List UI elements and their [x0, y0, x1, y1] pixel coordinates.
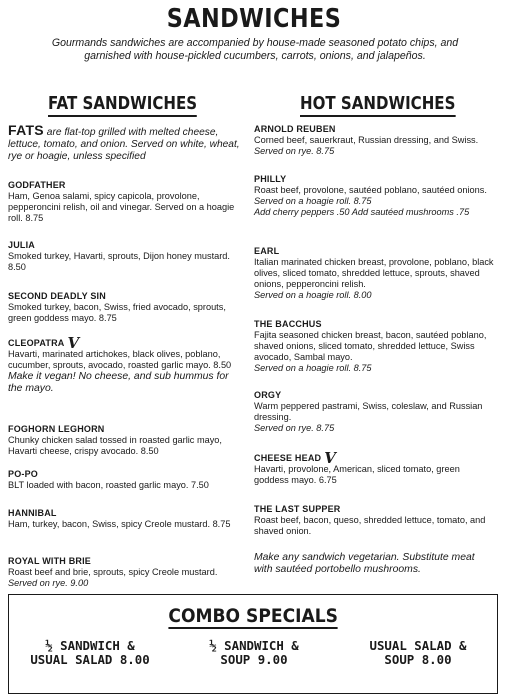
item-name: SECOND DEADLY SIN	[8, 291, 106, 301]
item-description: Chunky chicken salad tossed in roasted garlic mayo, Havarti cheese, crispy avocado. 8.50	[8, 435, 222, 456]
item-description: Corned beef, sauerkraut, Russian dressing, and Swiss.	[254, 135, 479, 145]
item-serving: Served on rye. 9.00	[8, 578, 89, 588]
combo-line-2: SOUP 9.00	[220, 652, 288, 667]
item-name: FOGHORN LEGHORN	[8, 424, 105, 434]
item-serving: Served on a hoagie roll. 8.75	[254, 196, 372, 206]
vegetarian-substitution-note: Make any sandwich vegetarian. Substitute meat with sautéed portobello mushrooms.	[254, 552, 475, 575]
combo-line-1: USUAL SALAD &	[369, 638, 467, 653]
item-description: Ham, Genoa salami, spicy capicola, provolone, pepperoncini relish, oil and vinegar. Served on a hoagie roll. 8.75	[8, 191, 235, 223]
menu-item-po-po	[8, 469, 240, 491]
item-serving: Served on rye. 8.75	[254, 423, 335, 433]
fat-heading-text: FAT SANDWICHES	[48, 94, 198, 114]
menu-item-philly	[254, 174, 494, 218]
item-name: CHEESE HEAD	[254, 453, 322, 463]
item-description: Roast beef, provolone, sautéed poblano, sautéed onions.	[254, 185, 487, 195]
combo-heading-text: COMBO SPECIALS	[168, 605, 338, 627]
hot-sandwiches-heading	[300, 94, 455, 117]
item-name: PO-PO	[8, 469, 39, 479]
combo-line-2: SOUP 8.00	[384, 652, 452, 667]
menu-item-arnold-reuben	[254, 124, 494, 157]
menu-item-the-bacchus	[254, 319, 494, 374]
intro-text: Gourmands sandwiches are accompanied by house-made seasoned potato chips, and garnished with house-pickled cucumbers, carrots, onions, and jalapeños.	[51, 37, 459, 62]
menu-item-godfather	[8, 180, 240, 224]
item-description: Italian marinated chicken breast, provolone, poblano, black olives, sliced tomato, shredded lettuce, sprouts, shaved onions, pepperoncini relish.	[254, 257, 494, 289]
item-description: Smoked turkey, bacon, Swiss, fried avocado, sprouts, green goddess mayo. 8.75	[8, 302, 226, 323]
item-description: Fajita seasoned chicken breast, bacon, sautéed poblano, shaved onions, sliced tomato, shredded lettuce, Swiss avocado, Sambal mayo.	[254, 330, 487, 362]
item-name: CLEOPATRA	[8, 338, 65, 348]
combo-specials-heading	[9, 605, 497, 629]
item-name: HANNIBAL	[8, 508, 57, 518]
combo-line-1: ½ SANDWICH &	[209, 638, 299, 653]
item-name: JULIA	[8, 240, 36, 250]
item-name: GODFATHER	[8, 180, 66, 190]
page-title: SANDWICHES	[166, 4, 342, 34]
item-name: EARL	[254, 246, 280, 256]
item-serving: Served on rye. 8.75	[254, 146, 335, 156]
combo-line-1: ½ SANDWICH &	[45, 638, 135, 653]
fat-heading-underline	[48, 115, 197, 117]
item-name: ROYAL WITH BRIE	[8, 556, 92, 566]
item-name: THE LAST SUPPER	[254, 504, 341, 514]
fats-lead-word: FATS	[8, 122, 44, 138]
menu-item-the-last-supper	[254, 504, 494, 537]
item-add-ons: Add cherry peppers .50 Add sautéed mushrooms .75	[254, 207, 470, 217]
menu-item-cheese-head	[254, 449, 494, 486]
fats-lead-text: are flat-top grilled with melted cheese, lettuce, tomato, and onion. Served on white, wheat, rye or hoagie, unless specified	[8, 127, 240, 162]
item-name: ORGY	[254, 390, 282, 400]
item-serving: Served on a hoagie roll. 8.75	[254, 363, 372, 373]
item-description: Roast beef and brie, sprouts, spicy Creole mustard.	[8, 567, 218, 577]
item-name-row	[8, 334, 240, 352]
hot-heading-underline	[300, 115, 455, 117]
combo-specials-box	[8, 594, 498, 694]
menu-item-foghorn-leghorn	[8, 424, 240, 457]
menu-item-hannibal	[8, 508, 240, 530]
menu-item-earl	[254, 246, 494, 301]
menu-item-orgy	[254, 390, 494, 434]
vegetarian-icon: V	[324, 449, 337, 467]
item-description: Havarti, marinated artichokes, black olives, poblano, cucumber, sprouts, avocado, roasted garlic mayo. 8.50	[8, 349, 232, 370]
item-description: Roast beef, bacon, queso, shredded lettuce, tomato, and shaved onion.	[254, 515, 486, 536]
hot-heading-text: HOT SANDWICHES	[300, 94, 456, 114]
item-description: Smoked turkey, Havarti, sprouts, Dijon honey mustard. 8.50	[8, 251, 230, 272]
item-description: Havarti, provolone, American, sliced tomato, green goddess mayo. 6.75	[254, 464, 460, 485]
menu-item-cleopatra	[8, 334, 240, 395]
fat-sandwiches-column	[8, 124, 240, 594]
menu-item-second-deadly-sin	[8, 291, 240, 324]
hot-sandwiches-column	[254, 124, 494, 594]
menu-item-royal-with-brie	[8, 556, 240, 589]
item-serving: Served on a hoagie roll. 8.00	[254, 290, 372, 300]
combo-line-2: USUAL SALAD 8.00	[30, 652, 150, 667]
item-name: PHILLY	[254, 174, 287, 184]
vegetarian-icon: V	[67, 334, 80, 352]
combo-item-half-sandwich-soup	[179, 639, 329, 667]
item-name: ARNOLD REUBEN	[254, 124, 336, 134]
menu-item-julia	[8, 240, 240, 273]
item-name: THE BACCHUS	[254, 319, 322, 329]
item-description: Ham, turkey, bacon, Swiss, spicy Creole mustard. 8.75	[8, 519, 231, 529]
combo-item-half-sandwich-salad	[15, 639, 165, 667]
item-name-row	[254, 449, 494, 467]
fats-description	[8, 124, 240, 163]
fat-sandwiches-heading	[48, 94, 197, 117]
combo-item-salad-soup	[343, 639, 493, 667]
vegan-note: Make it vegan! No cheese, and sub hummus for the mayo.	[8, 371, 229, 394]
item-description: Warm peppered pastrami, Swiss, coleslaw, and Russian dressing.	[254, 401, 483, 422]
item-description: BLT loaded with bacon, roasted garlic mayo. 7.50	[8, 480, 209, 490]
